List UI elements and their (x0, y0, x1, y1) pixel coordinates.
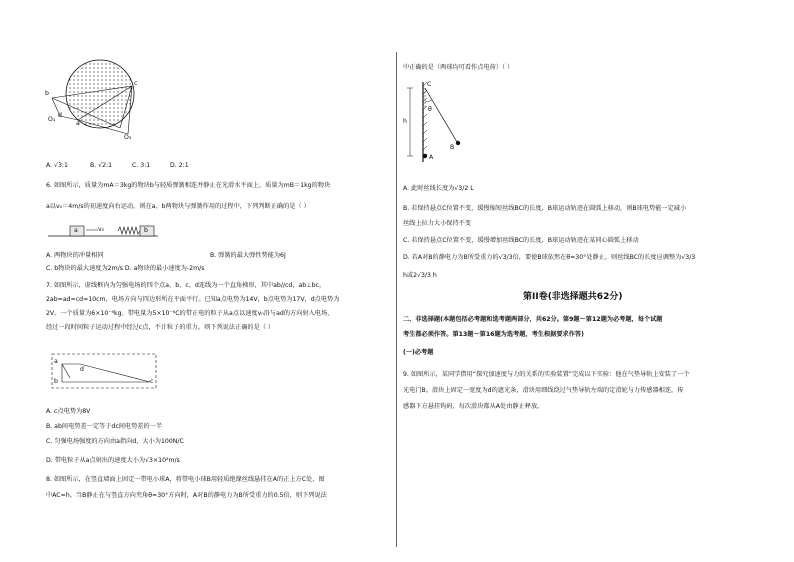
right-column (403, 0, 758, 562)
q8-text-2: 中AC=h。当B静止在与竖直方向夹角θ=30°方向时，A对B的静电力为B所受重力的0.5倍，则下列说法 (46, 492, 327, 499)
q5-label-o1: O₁ (48, 116, 56, 123)
q7-trapezoid-figure (50, 352, 160, 392)
q6-option-b: B. 弹簧的最大弹性势能为6J (210, 252, 286, 259)
q7-text-2: 2ab=ad=cd=10cm，电场方向与四边形所在平面平行。已知a点电势为14V，b点电势为17V，d点电势为 (46, 296, 340, 303)
required-subtitle: (一)必考题 (403, 349, 434, 356)
q9-text-2: 光电门B。滑块上固定一宽度为d的遮光条，滑块用细线绕过气垫导轨左端的定滑轮与力传感器相连，传 (403, 387, 684, 394)
q8-label-theta: θ (428, 106, 432, 113)
q7-label-c: c (150, 378, 154, 385)
section2-heading-2: 考生都必须作答。第13题～第16题为选考题，考生根据要求作答) (403, 331, 584, 338)
q5-label-a: a (76, 120, 80, 127)
q8-label-c: C (427, 81, 432, 88)
q5-option-d: D. 2:1 (170, 162, 189, 169)
section-title: 第II卷(非选择题共62分) (523, 292, 623, 302)
q7-label-d: d (80, 366, 84, 373)
q8-option-a: A. 此时丝线长度为√3/2 L (403, 185, 474, 192)
q7-option-d: D. 带电粒子从a点射出的速度大小为√3×10²m/s (46, 457, 180, 464)
q7-label-a: a (54, 358, 58, 365)
q6-label-v0: v₀ (98, 226, 105, 233)
q6-option-a: A. 两物块的冲量相同 (46, 252, 104, 259)
q7-option-a: A. c点电势为8V (46, 408, 91, 415)
q8-option-c: C. 若保持悬点C位置不变，缓慢增加丝线BC的长度，B球运动轨迹在某同心圆弧上移动 (403, 237, 639, 244)
q8-option-d-1: D. 若A对B的静电力为B所受重力的√3/3倍，要使B球依然在θ=30°处静止，则丝线BC的长度应调整为√3/3 (403, 254, 696, 261)
q7-option-c: C. 匀强电场强度的方向由a指向d，大小为100N/C (46, 438, 184, 445)
q7-text-4: 经过一段时间粒子运动过程中经过c点，不计粒子的重力。则下列说法正确的是（ ） (46, 324, 275, 331)
q6-text-2: a以v₀＝4m/s的初速度向右运动。则在a、b两物块与弹簧作用的过程中，下列判断正确的是（ ） (46, 203, 310, 210)
section2-heading-1: 二、非选择题(本题包括必考题和选考题两部分，共62分。第9题～第12题为必考题，每个试题 (403, 316, 663, 323)
q5-option-a: A. √3:1 (46, 162, 68, 169)
q5-circle-figure (48, 58, 158, 144)
q5-label-o2: O₂ (124, 134, 132, 141)
q7-text-3: 2V。一个质量为6×10⁻⁶kg、带电量为5×10⁻⁶C的带正电的粒子从a点以速度v₀沿与ad的方向射入电场， (46, 310, 334, 317)
q7-option-b: B. ab间电势差一定等于dc间电势差的一半 (46, 423, 163, 430)
q7-label-b: b (54, 378, 58, 385)
q8-option-b-1: B. 若保持悬点C位置不变，缓慢缩短丝线BC的长度，B球运动轨迹在圆弧上移动，则B球电势能一定减小 (403, 205, 687, 212)
q5-label-d: d (58, 112, 62, 119)
q8-wall-figure (405, 80, 469, 166)
q8-label-a: A (429, 154, 434, 161)
q8-label-h: h (403, 118, 407, 125)
q8-text-1: 8. 如图所示，在竖直墙面上固定一带电小球A，将带电小球B用轻质绝缘丝线悬挂在A的正上方C处，图 (46, 476, 325, 483)
q6-label-a: a (74, 227, 78, 234)
left-column (40, 0, 390, 562)
q7-text-1: 7. 如图所示，虚线框内为匀强电场的四个点a、b、c、d连线为一个直角梯形，其中ab//cd，ab⊥bc， (46, 282, 326, 289)
column-divider (396, 52, 397, 547)
q5-option-b: B. √2:1 (90, 162, 113, 169)
q8-text-3: 中正确的是（两球均可看作点电荷）（ ） (403, 64, 514, 71)
q8-label-b: B (450, 144, 455, 151)
q5-option-c: C. 3:1 (132, 162, 151, 169)
q5-label-b: b (45, 90, 49, 97)
q8-option-d-2: h或2√3/3 h (403, 272, 437, 279)
q6-option-cd: C. b物块的最大速度为2m/s D. a物块的最小速度为-2m/s (46, 265, 205, 272)
q6-text-1: 6. 如图所示，质量为mA＝3kg的物块b与轻质弹簧相连并静止在光滑水平面上，质量为mB＝1kg的物块 (46, 182, 331, 189)
q9-text-3: 感器下方悬挂钩码，每次滑块都从A处由静止释放。 (403, 403, 544, 410)
q6-label-b: b (144, 227, 148, 234)
q8-option-b-2: 丝线上拉力大小保持不变 (403, 220, 472, 227)
q9-text-1: 9. 如图所示，某同学借用“探究加速度与力的关系的实验装置”完成以下实验：他在气垫导轨上安装了一个 (403, 371, 690, 378)
q5-label-c: c (134, 80, 138, 87)
